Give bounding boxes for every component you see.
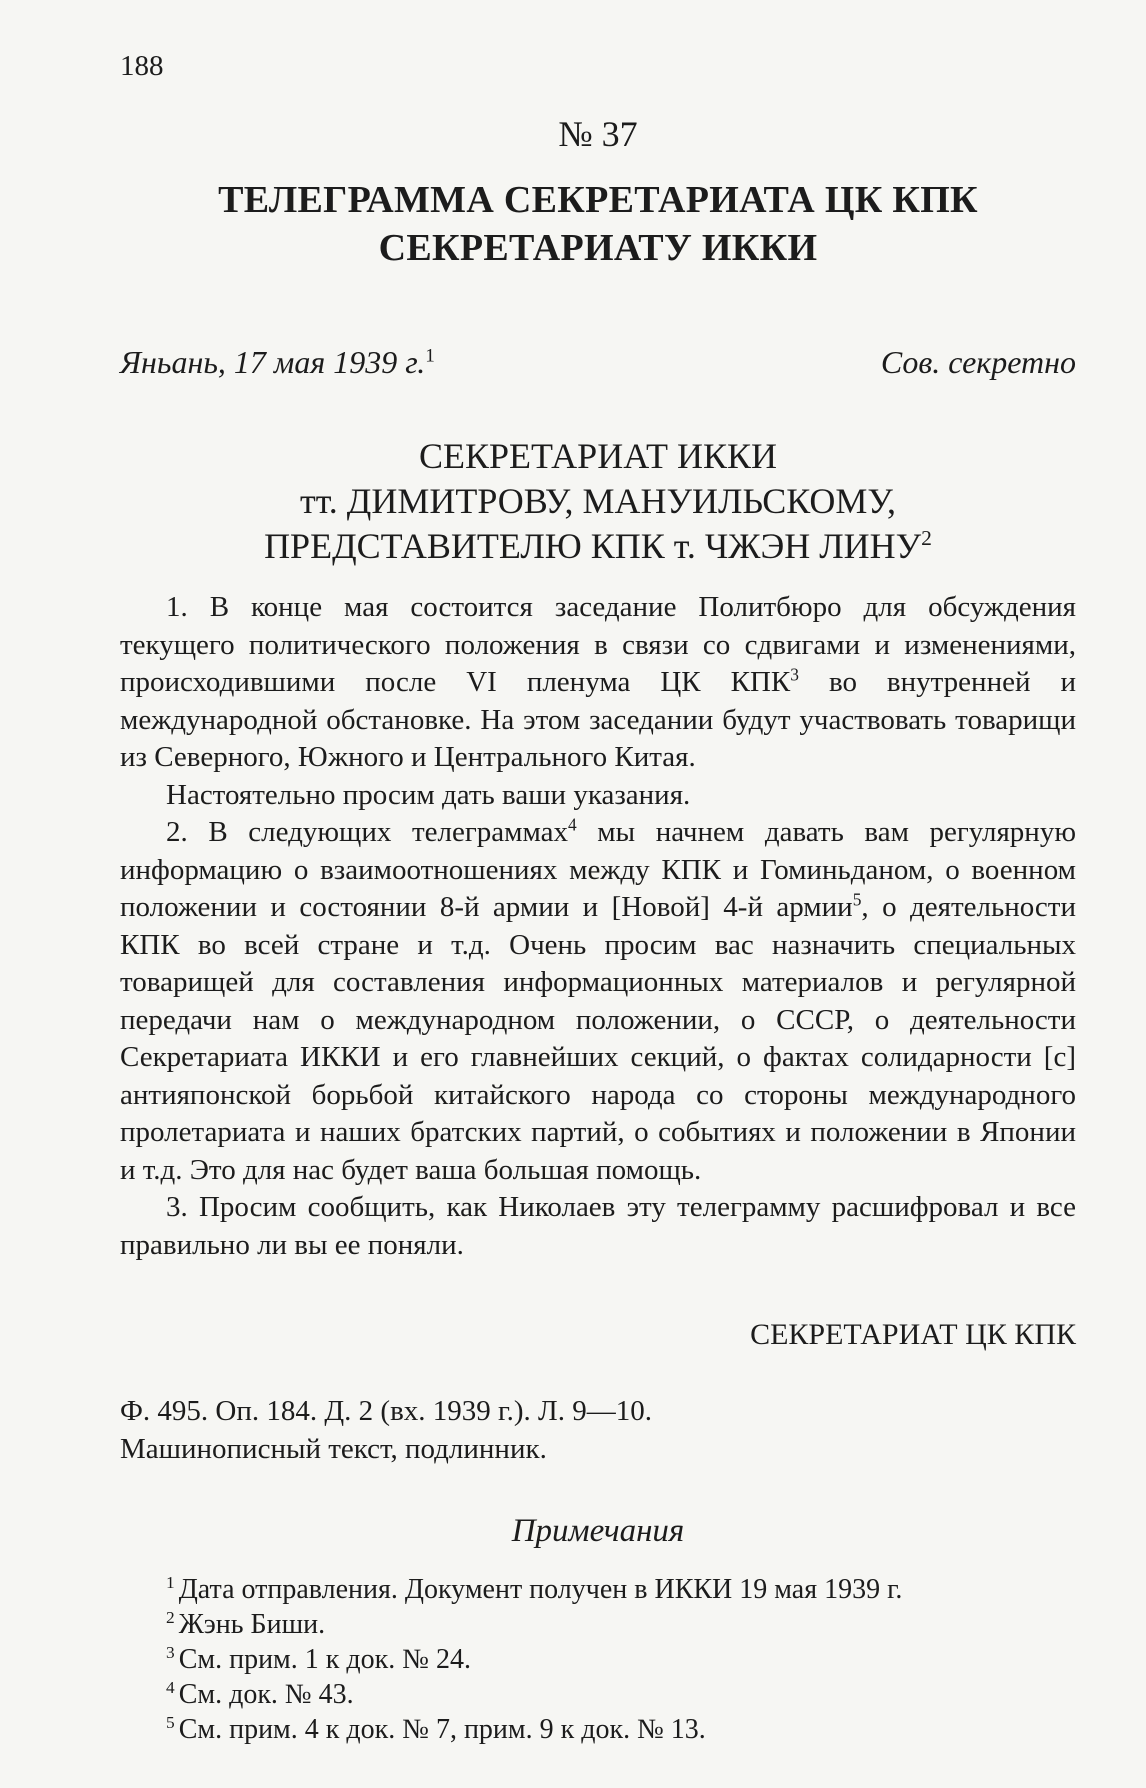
note-item: $^3$ См. прим. 1 к док. № 24. bbox=[166, 1642, 471, 1675]
body-text bbox=[120, 589, 1076, 1264]
footnote-ref-2: 2 bbox=[921, 526, 932, 550]
addressee-line-1: СЕКРЕТАРИАТ ИККИ bbox=[418, 436, 778, 476]
document-title bbox=[120, 176, 1076, 272]
notes-title: Примечания bbox=[511, 1513, 685, 1549]
title-line-1: ТЕЛЕГРАММА СЕКРЕТАРИАТА ЦК КПК bbox=[218, 179, 978, 221]
paragraph-3: 2. В следующих телеграммах$^4$ мы начнем давать вам регулярную информацию о взаимоотношениях между КПК и Гоминьданом, о военном положении и состоянии 8-й армии и [Новой] 4-й армии$^5$, о деятельности КПК во всей стране и т.д. Очень просим вас назначить специальных товарищей для составления информационных материалов и регулярной передачи нам о международном положении, о СССР, о деятельности Секретариата ИККИ и его главнейших секций, о фактах солидарности [с] антияпонской борьбой китайского народа со стороны международного пролетариата и наших братских партий, о событиях и положении в Японии и т.д. Это для нас будет ваша большая помощь. bbox=[120, 814, 1076, 1186]
footnote-ref-3: 3 bbox=[790, 664, 799, 685]
paragraph-4: 3. Просим сообщить, как Николаев эту телеграмму расшифровал и все правильно ли вы ее поняли. bbox=[120, 1191, 1076, 1261]
note-item: $^5$ См. прим. 4 к док. № 7, прим. 9 к док. № 13. bbox=[166, 1712, 706, 1745]
notes-list bbox=[120, 1572, 1076, 1747]
archive-reference bbox=[120, 1392, 1076, 1468]
document-number: № 37 bbox=[558, 114, 638, 154]
note-item: $^4$ См. док. № 43. bbox=[166, 1677, 354, 1710]
paragraph-1: 1. В конце мая состоится заседание Политбюро для обсуждения текущего политического положения в связи со сдвигами и изменениями, происходившими после VI пленума ЦК КПК$^3$ во внутренней и международной обстановке. На этом заседании будут участвовать товарищи из Северного, Южного и Центрального Китая. bbox=[120, 591, 1076, 773]
note-item: $^2$ Жэнь Биши. bbox=[166, 1607, 326, 1640]
addressee-line-2: тт. ДИМИТРОВУ, МАНУИЛЬСКОМУ, bbox=[300, 481, 896, 521]
footnote-ref-5: 5 bbox=[852, 889, 862, 910]
footnote-ref-1: 1 bbox=[425, 345, 435, 367]
classification: Сов. секретно bbox=[880, 344, 1076, 380]
note-item: $^1$ Дата отправления. Документ получен в ИККИ 19 мая 1939 г. bbox=[166, 1572, 903, 1605]
archive-line-1: Ф. 495. Оп. 184. Д. 2 (вх. 1939 г.). Л. 9—10. bbox=[120, 1395, 652, 1427]
archive-line-2: Машинописный текст, подлинник. bbox=[120, 1433, 547, 1465]
meta-line bbox=[120, 342, 1076, 382]
signature: СЕКРЕТАРИАТ ЦК КПК bbox=[750, 1318, 1076, 1351]
title-line-2: СЕКРЕТАРИАТУ ИККИ bbox=[378, 227, 818, 269]
place-date: Яньань, 17 мая 1939 г.$^1$ bbox=[120, 344, 435, 380]
page-number: 188 bbox=[120, 50, 164, 82]
addressee-line-3: ПРЕДСТАВИТЕЛЮ КПК т. ЧЖЭН ЛИНУ$^2$ bbox=[264, 526, 932, 566]
paragraph-2: Настоятельно просим дать ваши указания. bbox=[166, 778, 691, 811]
footnote-ref-4: 4 bbox=[567, 814, 577, 835]
addressee-block bbox=[120, 434, 1076, 569]
